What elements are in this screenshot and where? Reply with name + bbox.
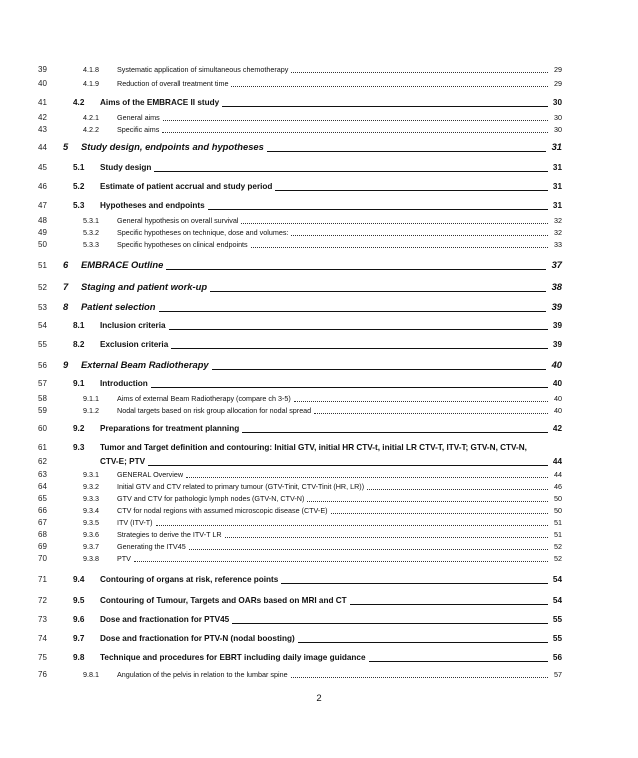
leader-line (225, 537, 548, 538)
section-title: Staging and patient work-up (81, 281, 208, 292)
section-title: GENERAL Overview (117, 470, 184, 480)
line-number: 48 (38, 216, 47, 226)
section-number: 4.2.2 (83, 125, 99, 135)
section-title: Dose and fractionation for PTV45 (100, 615, 230, 624)
page-ref: 31 (552, 201, 562, 210)
page-ref: 30 (554, 125, 562, 135)
section-number: 5.3.1 (83, 216, 99, 226)
leader-line (231, 86, 548, 87)
line-number: 67 (38, 518, 47, 528)
leader-line (281, 583, 548, 584)
page-ref: 40 (551, 359, 562, 370)
leader-line (369, 661, 548, 662)
toc-entry[interactable] (38, 301, 562, 313)
leader-line (151, 387, 548, 388)
line-number: 49 (38, 228, 47, 238)
leader-line (186, 477, 548, 478)
section-title: PTV (117, 554, 131, 564)
line-number: 51 (38, 261, 47, 270)
line-number: 47 (38, 201, 47, 210)
section-number: 9.3.6 (83, 530, 99, 540)
section-title: Aims of the EMBRACE II study (100, 98, 220, 107)
line-number: 52 (38, 283, 47, 292)
toc-entry[interactable] (38, 226, 562, 238)
toc-entry[interactable] (38, 200, 562, 211)
page-ref: 39 (552, 321, 562, 330)
page-ref: 29 (554, 79, 562, 89)
leader-line (314, 413, 548, 414)
section-title: General hypothesis on overall survival (117, 216, 239, 226)
page-ref: 31 (552, 163, 562, 172)
line-number: 65 (38, 494, 47, 504)
toc-entry[interactable] (38, 77, 562, 89)
line-number: 45 (38, 163, 47, 172)
leader-line (169, 329, 548, 330)
line-number: 62 (38, 457, 47, 466)
page-ref: 32 (554, 228, 562, 238)
toc-entry[interactable] (38, 378, 562, 389)
leader-line (210, 291, 546, 292)
line-number: 61 (38, 443, 47, 452)
section-number: 7 (63, 281, 69, 292)
page-ref: 33 (554, 240, 562, 250)
section-number: 5 (63, 141, 69, 152)
page-ref: 44 (554, 470, 562, 480)
page-ref: 51 (554, 530, 562, 540)
leader-line (267, 151, 546, 152)
section-title: Patient selection (81, 301, 156, 312)
line-number: 73 (38, 615, 47, 624)
leader-line (148, 465, 548, 466)
section-title: Tumor and Target definition and contouring: Initial GTV, initial HR CTV-t, initial LR CTV-T, ITV-T; GTV-N, CTV-N, (100, 443, 527, 452)
page-ref: 38 (551, 281, 562, 292)
section-number: 9.3.3 (83, 494, 99, 504)
section-title: Estimate of patient accrual and study period (100, 182, 273, 191)
section-title: Dose and fractionation for PTV-N (nodal boosting) (100, 634, 295, 643)
section-number: 5.2 (73, 182, 85, 191)
leader-line (159, 311, 546, 312)
section-number: 9.3.5 (83, 518, 99, 528)
toc-entry[interactable] (38, 595, 562, 606)
line-number: 71 (38, 575, 47, 584)
leader-line (166, 269, 546, 270)
toc-entry[interactable] (38, 468, 562, 480)
leader-line (163, 120, 548, 121)
page-ref: 37 (551, 259, 562, 270)
leader-line (208, 209, 548, 210)
toc-entry[interactable] (38, 552, 562, 564)
leader-line (171, 348, 548, 349)
section-title: Aims of external Beam Radiotherapy (compare ch 3-5) (117, 394, 291, 404)
section-title: CTV-E; PTV (100, 457, 146, 466)
leader-line (291, 677, 548, 678)
section-title: Exclusion criteria (100, 340, 169, 349)
toc-entry[interactable] (38, 214, 562, 226)
line-number: 46 (38, 182, 47, 191)
page-ref: 40 (554, 394, 562, 404)
toc-entry[interactable] (38, 238, 562, 250)
leader-line (367, 489, 548, 490)
section-number: 9.1.1 (83, 394, 99, 404)
toc-entry[interactable] (38, 281, 562, 293)
section-number: 9.1 (73, 379, 85, 388)
leader-line (134, 561, 548, 562)
page-number: 2 (316, 693, 322, 704)
line-number: 53 (38, 303, 47, 312)
page-ref: 31 (552, 182, 562, 191)
section-title: General aims (117, 113, 160, 123)
leader-line (232, 623, 548, 624)
section-number: 4.1.9 (83, 79, 99, 89)
line-number: 74 (38, 634, 47, 643)
line-number: 55 (38, 340, 47, 349)
section-title: Specific hypotheses on clinical endpoints (117, 240, 248, 250)
section-title: Inclusion criteria (100, 321, 166, 330)
section-title: Angulation of the pelvis in relation to the lumbar spine (117, 670, 288, 680)
section-title: Systematic application of simultaneous chemotherapy (117, 65, 289, 75)
toc-entry[interactable] (38, 574, 562, 585)
section-title: EMBRACE Outline (81, 259, 164, 270)
leader-line (162, 132, 548, 133)
toc-entry[interactable] (38, 540, 562, 552)
section-number: 5.1 (73, 163, 85, 172)
section-number: 9.3.1 (83, 470, 99, 480)
page-ref: 55 (552, 634, 562, 643)
section-number: 9.8.1 (83, 670, 99, 680)
line-number: 60 (38, 424, 47, 433)
page-ref: 50 (554, 506, 562, 516)
line-number: 54 (38, 321, 47, 330)
section-title: Study design, endpoints and hypotheses (81, 141, 264, 152)
leader-line (156, 525, 548, 526)
page-ref: 40 (552, 379, 562, 388)
section-number: 8.2 (73, 340, 85, 349)
toc-entry[interactable] (38, 504, 562, 516)
page-ref: 52 (554, 542, 562, 552)
section-title: GTV and CTV for pathologic lymph nodes (GTV-N, CTV-N) (117, 494, 305, 504)
section-title: Preparations for treatment planning (100, 424, 240, 433)
page-ref: 54 (552, 596, 562, 605)
toc-entry[interactable] (38, 492, 562, 504)
line-number: 66 (38, 506, 47, 516)
toc-entry[interactable] (38, 392, 562, 404)
leader-line (222, 106, 548, 107)
toc-entry[interactable] (38, 668, 562, 680)
leader-line (212, 369, 546, 370)
line-number: 64 (38, 482, 47, 492)
section-title: Contouring of Tumour, Targets and OARs based on MRI and CT (100, 596, 347, 605)
section-title: ITV (ITV-T) (117, 518, 153, 528)
page-ref: 42 (552, 424, 562, 433)
section-title: Reduction of overall treatment time (117, 79, 229, 89)
page-ref: 46 (554, 482, 562, 492)
section-title: Contouring of organs at risk, reference points (100, 575, 279, 584)
line-number: 57 (38, 379, 47, 388)
toc-entry[interactable] (38, 614, 562, 625)
section-title: Study design (100, 163, 152, 172)
page-ref: 31 (551, 141, 562, 152)
section-title: Generating the ITV45 (117, 542, 186, 552)
line-number: 75 (38, 653, 47, 662)
section-number: 9.6 (73, 615, 85, 624)
page-ref: 52 (554, 554, 562, 564)
section-number: 9.3.2 (83, 482, 99, 492)
leader-line (189, 549, 548, 550)
line-number: 56 (38, 361, 47, 370)
line-number: 40 (38, 79, 47, 89)
line-number: 76 (38, 670, 47, 680)
toc-entry[interactable] (38, 480, 562, 492)
leader-line (241, 223, 548, 224)
toc-entry[interactable] (38, 162, 562, 173)
line-number: 41 (38, 98, 47, 107)
section-number: 5.3 (73, 201, 85, 210)
section-number: 5.3.2 (83, 228, 99, 238)
toc-entry[interactable] (38, 442, 562, 453)
leader-line (154, 171, 548, 172)
section-number: 9.3 (73, 443, 85, 452)
section-number: 6 (63, 259, 69, 270)
section-number: 9.3.8 (83, 554, 99, 564)
toc-entry[interactable] (38, 111, 562, 123)
line-number: 43 (38, 125, 47, 135)
section-number: 5.3.3 (83, 240, 99, 250)
leader-line (331, 513, 548, 514)
line-number: 70 (38, 554, 47, 564)
page-ref: 54 (552, 575, 562, 584)
section-number: 9 (63, 359, 69, 370)
toc-entry[interactable] (38, 652, 562, 663)
line-number: 69 (38, 542, 47, 552)
line-number: 44 (38, 143, 47, 152)
toc-entry[interactable] (38, 339, 562, 350)
toc-entry[interactable] (38, 528, 562, 540)
leader-line (294, 401, 548, 402)
page-ref: 32 (554, 216, 562, 226)
leader-line (242, 432, 548, 433)
leader-line (298, 642, 548, 643)
section-number: 9.4 (73, 575, 85, 584)
line-number: 63 (38, 470, 47, 480)
section-number: 4.2 (73, 98, 85, 107)
line-number: 72 (38, 596, 47, 605)
page-ref: 56 (552, 653, 562, 662)
page-ref: 30 (554, 113, 562, 123)
leader-line (307, 501, 548, 502)
section-title: Specific aims (117, 125, 160, 135)
page-ref: 40 (554, 406, 562, 416)
line-number: 50 (38, 240, 47, 250)
section-number: 9.3.4 (83, 506, 99, 516)
section-title: Hypotheses and endpoints (100, 201, 205, 210)
section-number: 9.5 (73, 596, 85, 605)
section-title: CTV for nodal regions with assumed microscopic disease (CTV-E) (117, 506, 328, 516)
section-number: 9.7 (73, 634, 85, 643)
toc-entry[interactable] (38, 404, 562, 416)
page-ref: 51 (554, 518, 562, 528)
section-number: 9.1.2 (83, 406, 99, 416)
toc-entry[interactable] (38, 423, 562, 434)
leader-line (291, 72, 548, 73)
section-title: Nodal targets based on risk group allocation for nodal spread (117, 406, 312, 416)
toc-entry[interactable] (38, 97, 562, 108)
toc-entry[interactable] (38, 456, 562, 467)
section-title: Introduction (100, 379, 148, 388)
section-title: Initial GTV and CTV related to primary tumour (GTV-Tinit, CTV-Tinit (HR, LR)) (117, 482, 365, 492)
section-number: 4.1.8 (83, 65, 99, 75)
line-number: 59 (38, 406, 47, 416)
leader-line (291, 235, 548, 236)
line-number: 58 (38, 394, 47, 404)
toc-entry[interactable] (38, 63, 562, 75)
line-number: 68 (38, 530, 47, 540)
toc-entry[interactable] (38, 633, 562, 644)
section-title: Specific hypotheses on technique, dose and volumes: (117, 228, 289, 238)
toc-entry[interactable] (38, 123, 562, 135)
section-title: Technique and procedures for EBRT including daily image guidance (100, 653, 366, 662)
line-number: 39 (38, 65, 47, 75)
toc-entry[interactable] (38, 320, 562, 331)
leader-line (350, 604, 548, 605)
section-number: 4.2.1 (83, 113, 99, 123)
page-ref: 44 (552, 457, 562, 466)
page-ref: 55 (552, 615, 562, 624)
page-ref: 50 (554, 494, 562, 504)
toc-entry[interactable] (38, 516, 562, 528)
page-ref: 30 (552, 98, 562, 107)
section-number: 8.1 (73, 321, 85, 330)
section-number: 9.3.7 (83, 542, 99, 552)
toc-entry[interactable] (38, 359, 562, 371)
page-ref: 39 (551, 301, 562, 312)
page-ref: 29 (554, 65, 562, 75)
leader-line (251, 247, 548, 248)
leader-line (275, 190, 548, 191)
page-ref: 57 (554, 670, 562, 680)
line-number: 42 (38, 113, 47, 123)
toc-entry[interactable] (38, 141, 562, 153)
page-ref: 39 (552, 340, 562, 349)
section-number: 9.8 (73, 653, 85, 662)
section-title: External Beam Radiotherapy (81, 359, 209, 370)
section-number: 8 (63, 301, 69, 312)
toc-entry[interactable] (38, 259, 562, 271)
section-title: Strategies to derive the ITV-T LR (117, 530, 222, 540)
section-number: 9.2 (73, 424, 85, 433)
toc-entry[interactable] (38, 181, 562, 192)
